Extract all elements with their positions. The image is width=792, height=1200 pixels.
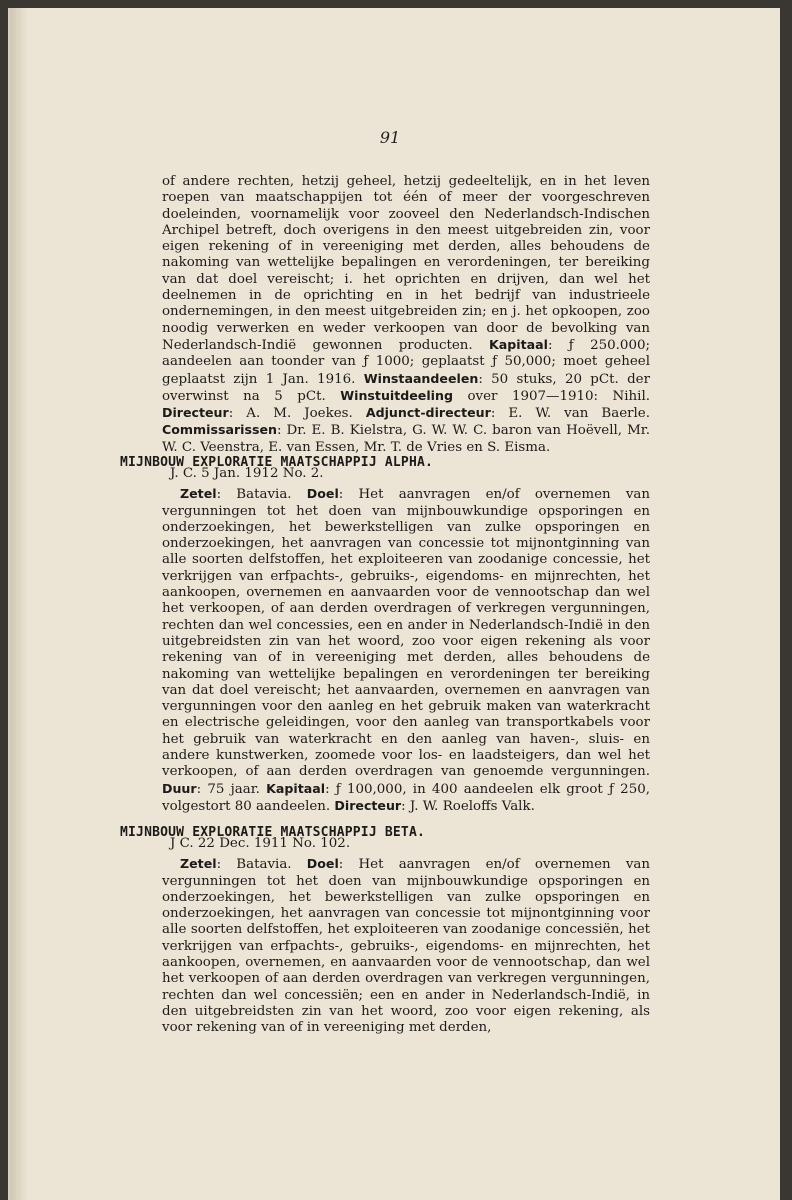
section-beta-heading: MIJNBOUW EXPLORATIE MAATSCHAPPIJ BETA. xyxy=(120,824,426,840)
beta-paragraph xyxy=(162,856,650,1036)
winstaandeelen-text: : 50 stuks, 20 pCt. der overwinst na 5 pCt. xyxy=(162,371,650,404)
kapitaal-text: : ƒ 250.000; aandeelen aan toonder van ƒ 1000; geplaatst ƒ 50,000; moet geheel geplaatst zijn 1 Jan. 1916. xyxy=(162,337,651,387)
alpha-directeur: : J. W. Roeloffs Valk. xyxy=(401,798,535,814)
alpha-label-directeur: Directeur xyxy=(334,797,402,813)
intro-section xyxy=(162,174,650,456)
label-kapitaal: Kapitaal xyxy=(489,336,548,352)
intro-text: of andere rechten, hetzij geheel, hetzij gedeeltelijk, en in het leven roepen van maatschappijen tot één of meer der voorgeschreven doeleinden, voornamelijk voor zooveel den Nederlandsch-Indischen Archipel betreft, doch overigens in den meest uitgebreiden zin, voor eigen rekening of in vereeniging met derden, alles behoudens de nakoming van wettelijke bepalingen en verordeningen, ter bereiking van dat doel vereischt; i. het oprichten en drijven, dan wel het deelnemen in de oprichting en in het bedrijf van industrieele ondernemingen, in den meest uitgebreiden zin; en j. het opkoopen, zoo noodig verwerken en weder verkoopen van door de bevolking van Nederlandsch-Indië gewonnen producten. xyxy=(162,174,650,353)
alpha-label-duur: Duur xyxy=(162,780,197,796)
label-commissarissen: Commissarissen xyxy=(162,422,277,438)
intro-paragraph xyxy=(162,174,650,456)
label-winstuitdeeling: Winstuitdeeling xyxy=(340,387,453,403)
alpha-duur: : 75 jaar. xyxy=(196,781,260,797)
commissarissen-text: : Dr. E. B. Kielstra, G. W. W. C. baron van Hoëvell, Mr. W. C. Veenstra, E. van Essen, Mr. T. de Vries en S. Eisma. xyxy=(162,423,650,455)
section-alpha-body xyxy=(162,466,650,815)
alpha-label-zetel: Zetel xyxy=(180,486,217,502)
section-alpha-heading: MIJNBOUW EXPLORATIE MAATSCHAPPIJ ALPHA. xyxy=(120,454,434,470)
alpha-reference: J. C. 5 Jan. 1912 No. 2. xyxy=(170,466,324,481)
beta-label-zetel: Zetel xyxy=(180,856,217,872)
alpha-label-kapitaal: Kapitaal xyxy=(266,780,326,796)
winstuitdeeling-text: over 1907—1910: Nihil. xyxy=(467,388,650,404)
book-page xyxy=(8,8,780,1200)
label-winstaandeelen: Winstaandeelen xyxy=(363,370,479,386)
alpha-paragraph xyxy=(162,486,650,815)
alpha-zetel: : Batavia. xyxy=(216,487,292,503)
label-adjunct-directeur: Adjunct-directeur xyxy=(365,405,491,421)
beta-zetel: : Batavia. xyxy=(216,857,292,873)
page-number: 91 xyxy=(379,128,401,147)
section-beta-body xyxy=(162,836,650,1037)
label-directeur: Directeur xyxy=(162,405,229,421)
beta-label-doel: Doel xyxy=(306,856,339,872)
beta-reference: J C. 22 Dec. 1911 No. 102. xyxy=(170,836,351,851)
page-binding-shadow xyxy=(10,8,28,1200)
adjunct-directeur-text: : E. W. van Baerle. xyxy=(490,406,650,422)
alpha-label-doel: Doel xyxy=(306,486,339,502)
alpha-doel: : Het aanvragen en/of overnemen van vergunningen tot het doen van mijnbouwkundige opsporingen en onderzoekingen, het bewerkstelligen van zulke opsporingen en onderzoekingen, het aanvragen van concessie tot mijnontginning van alle soorten delfstoffen, het exploiteeren van zoodanige concessie, het verkrijgen van erfpachts-, gebruiks-, eigendoms- en mijnrechten, het aankoopen, overnemen en aanvaarden voor de vennootschap dan wel het verkoopen, of aan derden overdragen of verkregen vergunningen, rechten dan wel concessies, een en ander in Nederlandsch-Indië in den uitgebreidsten zin van het woord, zoo voor eigen rekening als voor rekening van of in vereeniging met derden, alles behoudens de nakoming van wettelijke bepalingen en verordeningen ter bereiking van dat doel vereischt; het aanvaarden, overnemen en aanvragen van vergunningen voor den aanleg en het gebruik maken van waterkracht en electrische geleidingen, voor den aanleg van transportkabels voor het gebruik van waterkracht en den aanleg van haven-, sluis- en andere kunstwerken, zoomede voor los- en laadsteigers, dan wel het verkoopen, of aan derden overdragen van genoemde vergunningen. xyxy=(162,487,651,780)
directeur-text: : A. M. Joekes. xyxy=(228,406,353,422)
beta-doel: : Het aanvragen en/of overnemen van vergunningen tot het doen van mijnbouwkundige opsporingen en onderzoekingen, het bewerkstelligen van zulke opsporingen en onderzoekingen, het aanvragen van concessie tot mijnontginning voor alle soorten delfstoffen, het exploiteeren van zoodanige concessiën, het verkrijgen van erfpachts-, gebruiks-, eigendoms- en mijnrechten, het aankoopen, overnemen, en aanvaarden voor de vennootschap, dan wel het verkoopen of aan derden overdragen van verkregen vergunningen, rechten dan wel concessiën; een en ander in Nederlandsch-Indië, in den uitgebreidsten zin van het woord, zoo voor eigen rekening, als voor rekening van of in vereeniging met derden, xyxy=(162,857,651,1036)
alpha-kapitaal: : ƒ 100,000, in 400 aandeelen elk groot ƒ 250, volgestort 80 aandeelen. xyxy=(162,781,650,814)
